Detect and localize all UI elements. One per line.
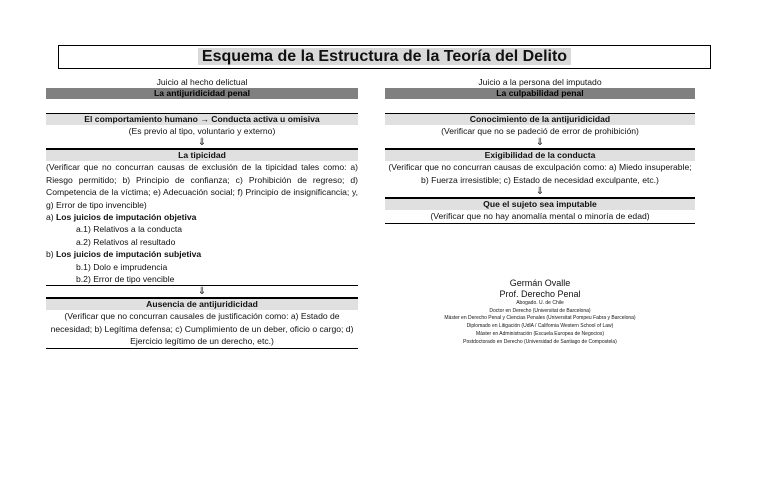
list-item: a.2) Relativos al resultado [76, 236, 176, 247]
ausencia-description: (Verificar que no concurran causales de justificación como: a) Estado de necesidad; b) Legítima defensa; c) Cumplimiento de un deber, oficio o cargo; d) Ejercicio legítimo de un derecho, etc.) [46, 310, 358, 348]
down-arrow-icon: ⇓ [385, 186, 695, 198]
left-column [46, 77, 358, 349]
author-name: Germán Ovalle [509, 278, 571, 288]
tipicidad-heading: La tipicidad [46, 149, 358, 161]
exigibilidad-heading: Exigibilidad de la conducta [385, 149, 695, 161]
imputable-heading: Que el sujeto sea imputable [385, 198, 695, 210]
imputacion-subjetiva-heading: b) Los juicios de imputación subjetiva [46, 249, 202, 260]
list-item: b.1) Dolo e imprudencia [76, 261, 168, 272]
down-arrow-icon: ⇓ [46, 137, 358, 149]
right-caption: Juicio a la persona del imputado [478, 77, 602, 87]
list-item: a.1) Relativos a la conducta [76, 224, 183, 235]
comportamiento-heading: El comportamiento humano → Conducta activa u omisiva [46, 113, 358, 125]
culpabilidad-bar: La culpabilidad penal [385, 88, 695, 99]
credential-line: Diplomado en Litigación (UdlA / California Western School of Law) [466, 323, 614, 330]
credential-line: Doctor en Derecho (Universitat de Barcelona) [489, 307, 591, 314]
credential-line: Abogado. U. de Chile [516, 300, 564, 306]
imputacion-objetiva-heading: a) Los juicios de imputación objetiva [46, 212, 197, 223]
list-item: b.2) Error de tipo vencible [76, 274, 175, 285]
left-caption: Juicio al hecho delictual [156, 77, 248, 87]
exigibilidad-note: (Verificar que no concurran causas de exculpación como: a) Miedo insuperable; b) Fuerza irresistible; c) Estado de necesidad exculpante, etc.) [388, 162, 692, 185]
ausencia-heading: Ausencia de antijuridicidad [46, 298, 358, 310]
conocimiento-heading: Conocimiento de la antijuridicidad [385, 113, 695, 125]
page-title-box [58, 45, 711, 69]
credential-line: Postdoctorado en Derecho (Universidad de Santiago de Compostela) [463, 338, 617, 345]
credential-line: Máster en Derecho Penal y Ciencias Penales (Universitat Pompeu Fabra y Barcelona) [444, 315, 636, 322]
down-arrow-icon: ⇓ [385, 137, 695, 149]
author-role: Prof. Derecho Penal [499, 289, 581, 299]
credential-line: Máster en Administración (Escuela Europea de Negocios) [475, 330, 605, 337]
comportamiento-note: (Es previo al tipo, voluntario y externo) [128, 126, 276, 136]
antijuridicidad-bar: La antijuridicidad penal [46, 88, 358, 99]
conocimiento-note: (Verificar que no se padeció de error de prohibición) [441, 126, 639, 136]
page-title: Esquema de la Estructura de la Teoría del Delito [198, 48, 571, 65]
right-column [385, 77, 695, 224]
imputable-note: (Verificar que no hay anomalía mental o minoría de edad) [385, 210, 695, 223]
author-signature [385, 278, 695, 346]
tipicidad-description: (Verificar que no concurran causas de exclusión de la tipicidad tales como: a) Riesgo permitido; b) Principio de confianza; c) Prohibición de regreso; d) Competencia de la víctima; e) Adecuación social; f) Principio de insignificancia; y, g) Error de tipo invencible) [46, 162, 358, 210]
down-arrow-icon: ⇓ [46, 285, 358, 298]
